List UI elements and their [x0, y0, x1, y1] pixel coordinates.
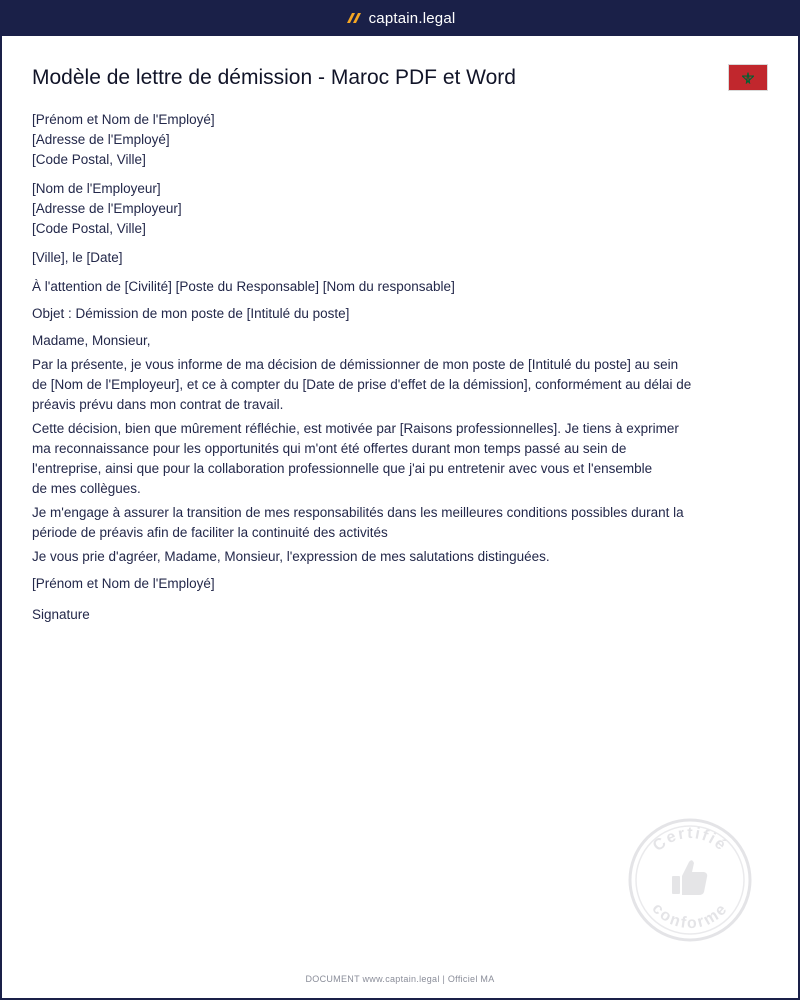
document-page [2, 36, 798, 998]
stamp-bottom-text: conforme [648, 900, 732, 933]
employee-address: [Adresse de l'Employé] [32, 132, 170, 147]
employer-address: [Adresse de l'Employeur] [32, 201, 182, 216]
paragraph-2: Cette décision, bien que mûrement réfléchie, est motivée par [Raisons professionnelles]. Je tiens à exprimer ma reconnaissance pour les opportunités qui m'ont été offertes durant mon temps passé au sein de l'entreprise, ainsi que pour la collaboration professionnelle que j'ai pu entretenir avec vous et l'ensemble de mes collègues. [32, 421, 679, 496]
employee-name: [Prénom et Nom de l'Employé] [32, 112, 215, 127]
place-date: [Ville], le [Date] [32, 250, 123, 265]
top-bar [0, 0, 800, 36]
morocco-flag-icon [728, 64, 768, 91]
brand[interactable] [345, 10, 456, 27]
thumbs-up-icon [672, 860, 707, 895]
subject-line: Objet : Démission de mon poste de [Intitulé du poste] [32, 306, 350, 321]
employer-city: [Code Postal, Ville] [32, 221, 146, 236]
svg-text:conforme [648, 900, 731, 932]
page-footer: DOCUMENT www.captain.legal | Officiel MA [305, 974, 495, 984]
captain-logo-icon [345, 12, 361, 24]
employer-address-block [32, 179, 762, 239]
stamp-top-text: Certifié [649, 824, 731, 855]
certified-stamp [626, 816, 754, 944]
closing-name: [Prénom et Nom de l'Employé] [32, 576, 215, 591]
salutation: Madame, Monsieur, [32, 333, 151, 348]
brand-name: captain.legal [368, 9, 456, 27]
document-title: Modèle de lettre de démission - Maroc PDF et Word [32, 66, 516, 89]
employer-name: [Nom de l'Employeur] [32, 181, 161, 196]
paragraph-1: Par la présente, je vous informe de ma décision de démissionner de mon poste de [Intitulé du poste] au sein de [Nom de l'Employeur], et ce à compter du [Date de prise d'effet de la démission], conformément au délai de préavis prévu dans mon contrat de travail. [32, 357, 692, 412]
svg-text:Certifié [650, 825, 730, 855]
paragraph-3: Je m'engage à assurer la transition de mes responsabilités dans les meilleures conditions possibles durant la période de préavis afin de faciliter la continuité des activités [32, 505, 684, 540]
attention-line: À l'attention de [Civilité] [Poste du Responsable] [Nom du responsable] [32, 279, 455, 294]
employee-city: [Code Postal, Ville] [32, 152, 146, 167]
paragraph-4: Je vous prie d'agréer, Madame, Monsieur, l'expression de mes salutations distinguées. [32, 549, 550, 564]
letter-body [32, 110, 762, 633]
employee-address-block [32, 110, 762, 170]
signature: Signature [32, 607, 90, 622]
